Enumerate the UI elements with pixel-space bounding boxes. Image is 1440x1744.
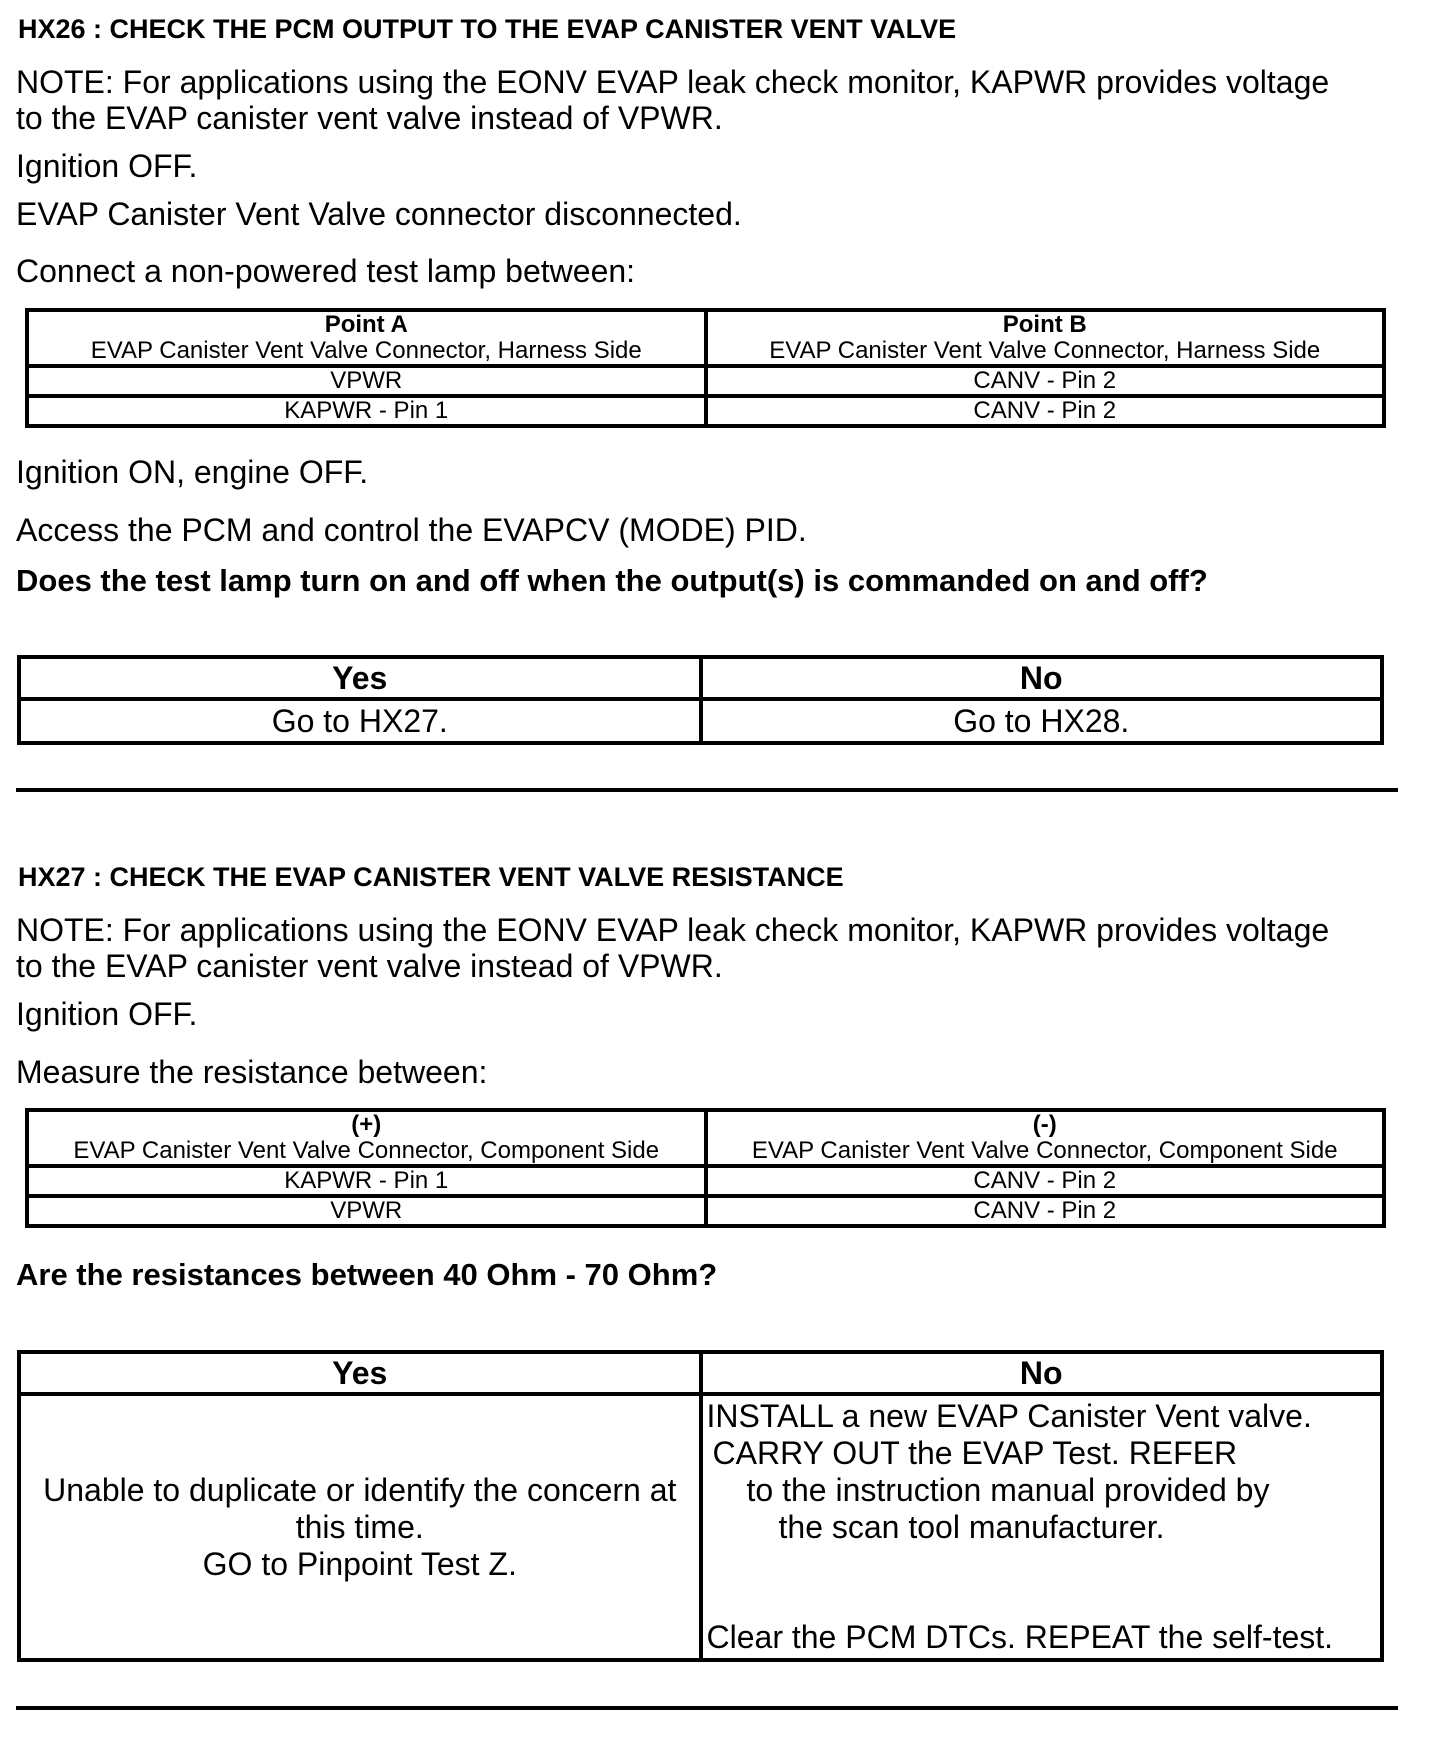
hx27-row2-a: VPWR: [27, 1196, 706, 1226]
hx27-negative-header: [706, 1110, 1385, 1166]
hx27-yes-line1: Unable to duplicate or identify the concern at: [43, 1471, 677, 1508]
hx26-point-b-title: Point B: [1002, 311, 1087, 338]
hx27-row2-b: CANV - Pin 2: [706, 1196, 1385, 1226]
hx27-yes-action: [19, 1394, 701, 1660]
hx26-heading: HX26 : CHECK THE PCM OUTPUT TO THE EVAP CANISTER VENT VALVE: [18, 14, 957, 44]
hx27-yes-line2: this time.: [295, 1508, 424, 1545]
hx26-answer-table: [17, 655, 1384, 745]
hx27-no-header: No: [701, 1352, 1383, 1394]
hx27-answer-table: [17, 1350, 1384, 1662]
hx27-no-line2: CARRY OUT the EVAP Test. REFER: [712, 1435, 1238, 1471]
hx26-point-b-sub: EVAP Canister Vent Valve Connector, Harness Side: [769, 337, 1321, 364]
hx26-no-action: Go to HX28.: [701, 699, 1383, 743]
hx27-no-line4: the scan tool manufacturer.: [778, 1509, 1165, 1545]
hx26-no-header: No: [701, 657, 1383, 699]
hx26-yes-action: Go to HX27.: [19, 699, 701, 743]
hx27-row1-b: CANV - Pin 2: [706, 1166, 1385, 1196]
hx26-row2-a: KAPWR - Pin 1: [27, 396, 706, 426]
hx27-positive-sub: EVAP Canister Vent Valve Connector, Component Side: [73, 1137, 660, 1164]
hx27-row1-a: KAPWR - Pin 1: [27, 1166, 706, 1196]
hx27-note-line1: NOTE: For applications using the EONV EVAP leak check monitor, KAPWR provides voltage: [16, 912, 1330, 948]
hx27-step-ignition-off: Ignition OFF.: [16, 996, 198, 1032]
hx27-resistance-table: [25, 1108, 1386, 1228]
hx27-no-line1: INSTALL a new EVAP Canister Vent valve.: [706, 1398, 1312, 1434]
hx27-negative-title: (-): [1032, 1111, 1057, 1138]
hx27-positive-title: (+): [351, 1111, 382, 1138]
hx27-note-line2: to the EVAP canister vent valve instead of VPWR.: [16, 948, 723, 984]
hx26-note-line1: NOTE: For applications using the EONV EVAP leak check monitor, KAPWR provides voltage: [16, 64, 1330, 100]
hx26-point-a-sub: EVAP Canister Vent Valve Connector, Harness Side: [90, 337, 642, 364]
hx26-test-lamp-table: [25, 308, 1386, 428]
hx27-no-line3: to the instruction manual provided by: [746, 1472, 1270, 1508]
hx26-step-ignition-on: Ignition ON, engine OFF.: [16, 454, 369, 490]
hx26-point-b-header: [706, 310, 1385, 366]
hx26-step-test-lamp: Connect a non-powered test lamp between:: [16, 253, 636, 289]
hx26-step-access-pcm: Access the PCM and control the EVAPCV (MODE) PID.: [16, 512, 807, 548]
section-divider: [16, 788, 1398, 792]
hx26-note-line2: to the EVAP canister vent valve instead of VPWR.: [16, 100, 723, 136]
hx26-point-a-header: [27, 310, 706, 366]
hx27-yes-line3: GO to Pinpoint Test Z.: [202, 1545, 517, 1582]
hx27-negative-sub: EVAP Canister Vent Valve Connector, Component Side: [751, 1137, 1338, 1164]
hx26-point-a-title: Point A: [324, 311, 408, 338]
hx27-step-measure: Measure the resistance between:: [16, 1054, 488, 1090]
hx27-no-action: [701, 1394, 1383, 1660]
hx26-row2-b: CANV - Pin 2: [706, 396, 1385, 426]
hx27-positive-header: [27, 1110, 706, 1166]
hx27-question: Are the resistances between 40 Ohm - 70 Ohm?: [16, 1257, 718, 1292]
hx26-yes-header: Yes: [19, 657, 701, 699]
hx26-step-connector: EVAP Canister Vent Valve connector disconnected.: [16, 196, 742, 232]
hx27-no-line5: Clear the PCM DTCs. REPEAT the self-test.: [706, 1619, 1334, 1655]
bottom-divider: [16, 1706, 1398, 1710]
hx27-yes-header: Yes: [19, 1352, 701, 1394]
hx27-heading: HX27 : CHECK THE EVAP CANISTER VENT VALVE RESISTANCE: [18, 862, 844, 892]
hx26-step-ignition-off: Ignition OFF.: [16, 148, 198, 184]
hx26-row1-b: CANV - Pin 2: [706, 366, 1385, 396]
hx26-question: Does the test lamp turn on and off when the output(s) is commanded on and off?: [16, 563, 1208, 598]
hx26-row1-a: VPWR: [27, 366, 706, 396]
